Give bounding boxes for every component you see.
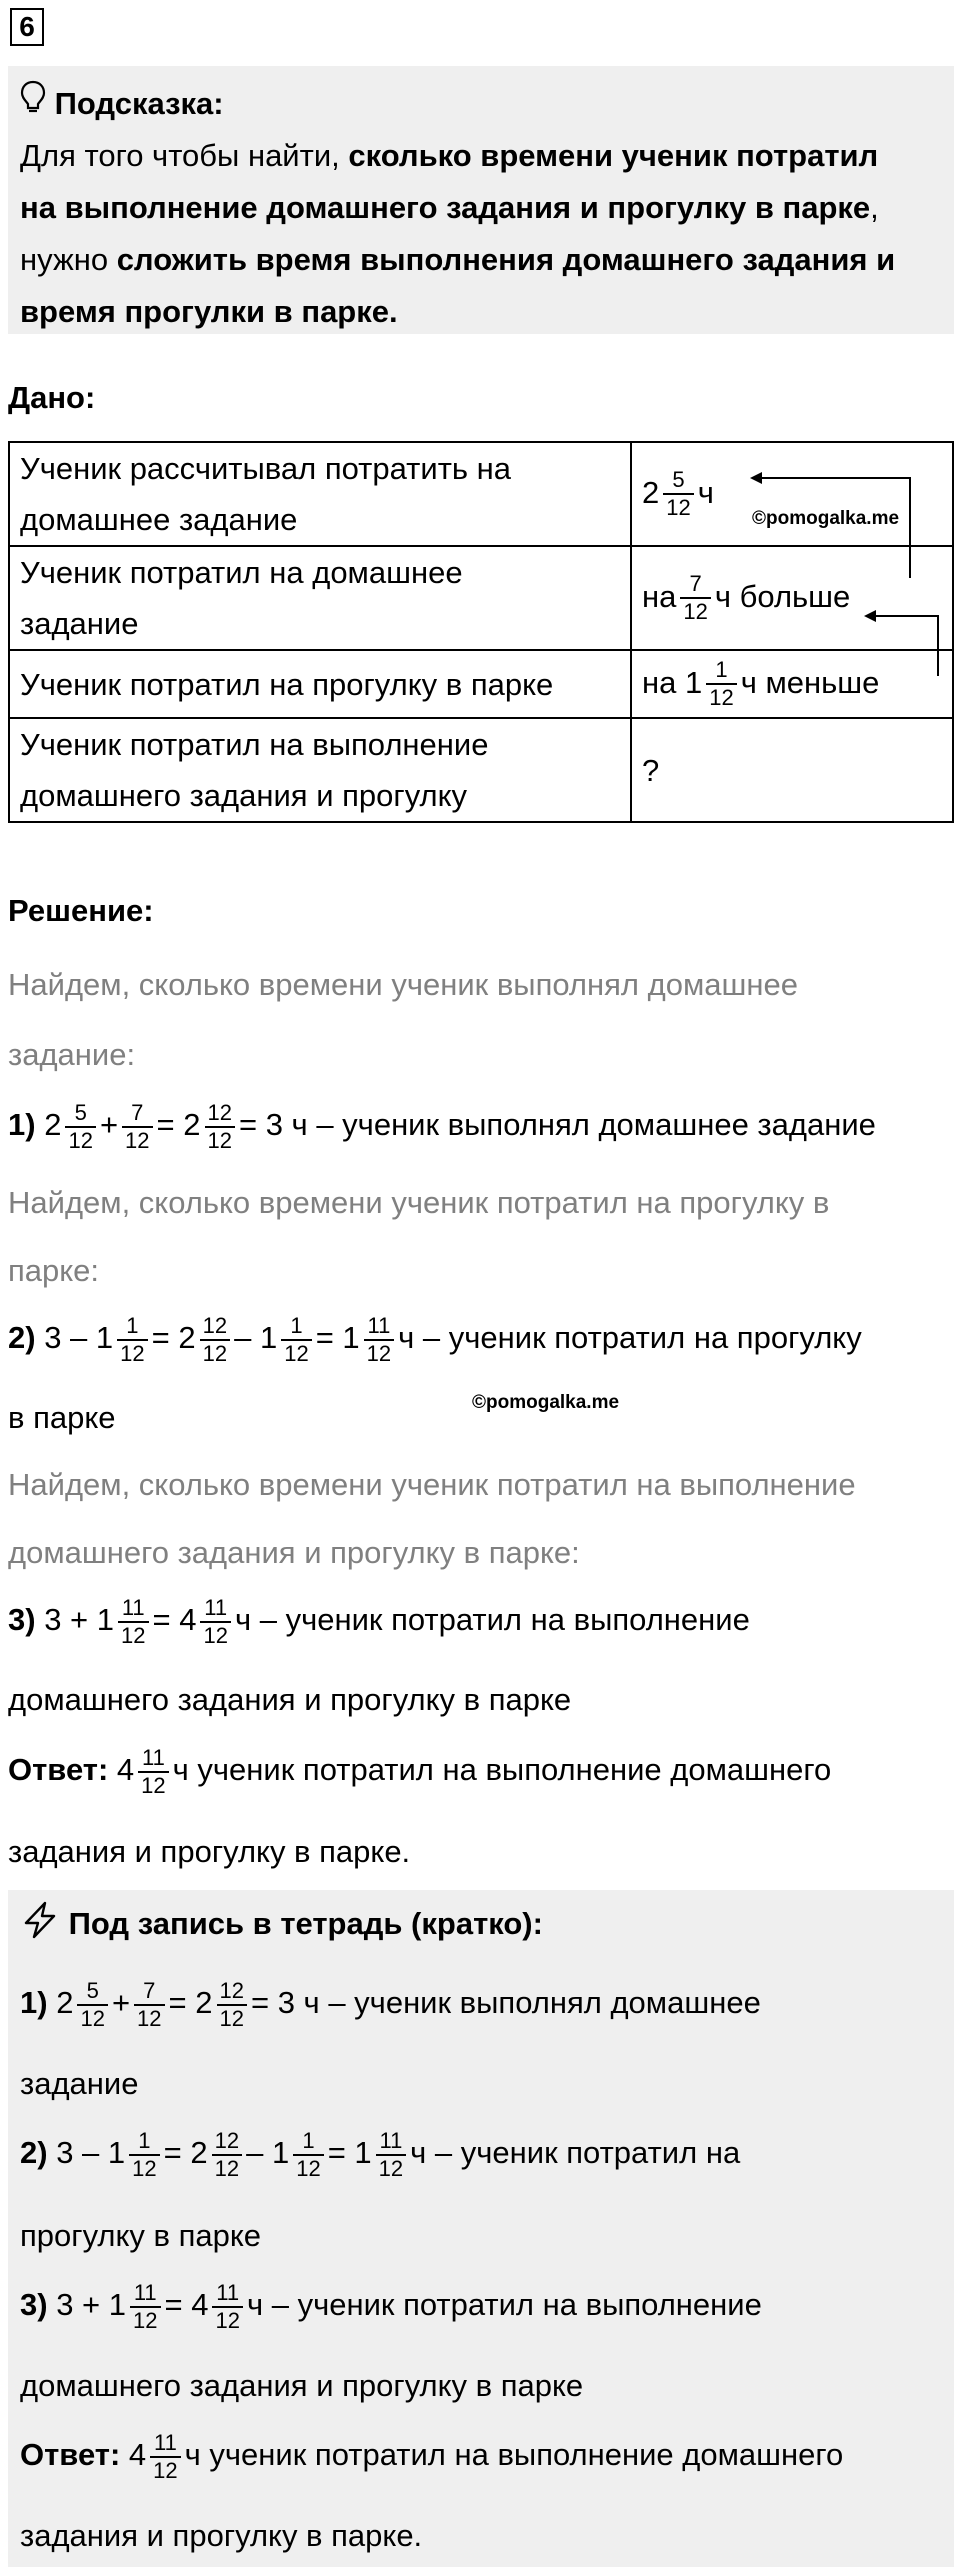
- solution-intro: Найдем, сколько времени ученик выполнял домашнее: [8, 967, 798, 1002]
- solution-intro: домашнего задания и прогулку в парке:: [8, 1535, 580, 1570]
- given-title: Дано:: [8, 380, 96, 415]
- short-step-2: 2) 3 – 1 $\frac{1}{12}$ = 2 $\frac{12}{12}$ – 1 $\frac{1}{12}$ = 1 $\frac{11}{12}$ ч – ученик потратил на: [20, 2128, 741, 2181]
- solution-intro: Найдем, сколько времени ученик потратил на прогулку в: [8, 1185, 830, 1220]
- hint-bold: сложить время выполнения домашнего задания и: [116, 241, 896, 277]
- table-row: [9, 718, 953, 822]
- table-cell: ?: [631, 718, 953, 822]
- hint-text: ,: [870, 189, 879, 225]
- table-cell: 2 $\frac{5}{12}$ ч: [631, 442, 953, 546]
- hint-text: нужно: [20, 241, 117, 277]
- answer-cont: задания и прогулку в парке.: [8, 1834, 411, 1869]
- table-cell: Ученик потратил на прогулку в парке: [9, 650, 631, 718]
- step-2: 2) 3 – 1 $\frac{1}{12}$ = 2 $\frac{12}{12}$ – 1 $\frac{1}{12}$ = 1 $\frac{11}{12}$ ч – ученик потратил на прогулку: [8, 1313, 862, 1366]
- step-1: 1) 2 $\frac{5}{12}$ + $\frac{7}{12}$ = 2 $\frac{12}{12}$ = 3 ч – ученик выполнял домашнее задание: [8, 1100, 876, 1153]
- short-answer-cont: задания и прогулку в парке.: [20, 2518, 423, 2553]
- table-cell: Ученик потратил на домашнее задание: [9, 546, 631, 650]
- step-3: 3) 3 + 1 $\frac{11}{12}$ = 4 $\frac{11}{12}$ ч – ученик потратил на выполнение: [8, 1595, 750, 1648]
- task-number: 6: [10, 8, 44, 46]
- table-cell: на 1 $\frac{1}{12}$ ч меньше: [631, 650, 953, 718]
- solution-title: Решение:: [8, 893, 154, 928]
- solution-intro: задание:: [8, 1037, 136, 1072]
- step-2-cont: в парке: [8, 1400, 116, 1435]
- relation-arrows: [0, 0, 960, 720]
- solution-intro: Найдем, сколько времени ученик потратил на выполнение: [8, 1467, 856, 1502]
- step-3-cont: домашнего задания и прогулку в парке: [8, 1682, 572, 1717]
- hint-text: Для того чтобы найти,: [20, 137, 349, 173]
- table-cell: Ученик потратил на выполнение домашнего задания и прогулку: [9, 718, 631, 822]
- hint-title: Подсказка:: [54, 85, 224, 121]
- hint-bold: на выполнение домашнего задания и прогулку в парке: [20, 189, 871, 225]
- watermark: ©pomogalka.me: [752, 508, 900, 529]
- lightning-icon: [20, 1900, 60, 1948]
- table-cell: Ученик рассчитывал потратить на домашнее задание: [9, 442, 631, 546]
- short-answer: Ответ: 4 $\frac{11}{12}$ ч ученик потратил на выполнение домашнего: [20, 2430, 844, 2483]
- short-record-box: [8, 1890, 954, 2567]
- solution-intro: парке:: [8, 1253, 100, 1288]
- hint-bold: время прогулки в парке.: [20, 293, 398, 329]
- short-step-1: 1) 2 $\frac{5}{12}$ + $\frac{7}{12}$ = 2 $\frac{12}{12}$ = 3 ч – ученик выполнял домашнее: [20, 1978, 761, 2031]
- answer: Ответ: 4 $\frac{11}{12}$ ч ученик потратил на выполнение домашнего: [8, 1745, 832, 1798]
- short-title: Под запись в тетрадь (кратко):: [68, 1906, 543, 1941]
- short-step-2-cont: прогулку в парке: [20, 2218, 262, 2253]
- hint-bold: сколько времени ученик потратил: [348, 137, 879, 173]
- short-step-1-cont: задание: [20, 2066, 139, 2101]
- watermark: ©pomogalka.me: [472, 1392, 620, 1413]
- table-cell: на $\frac{7}{12}$ ч больше: [631, 546, 953, 650]
- short-step-3: 3) 3 + 1 $\frac{11}{12}$ = 4 $\frac{11}{12}$ ч – ученик потратил на выполнение: [20, 2280, 762, 2333]
- short-step-3-cont: домашнего задания и прогулку в парке: [20, 2368, 584, 2403]
